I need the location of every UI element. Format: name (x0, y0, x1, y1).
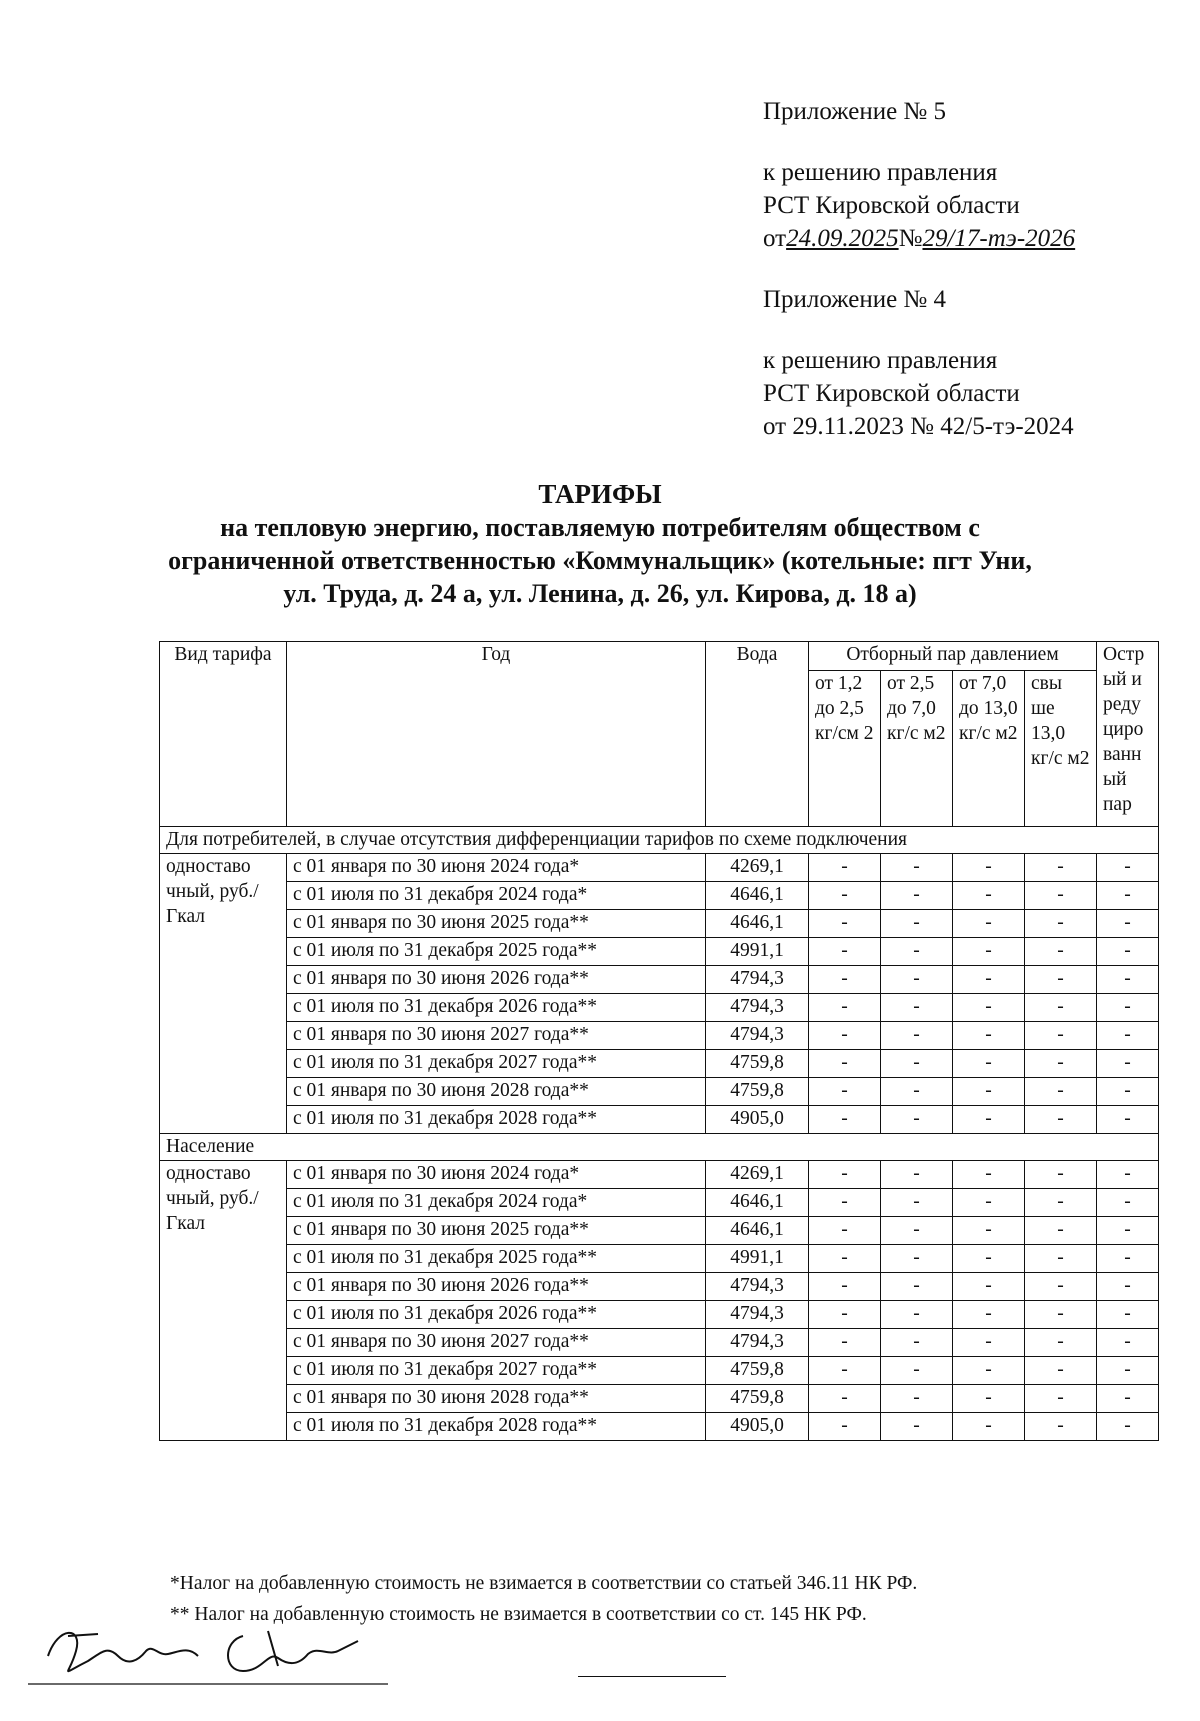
water-value-cell: 4646,1 (706, 910, 809, 938)
empty-value-cell: - (881, 1106, 953, 1134)
empty-value-cell: - (809, 938, 881, 966)
empty-value-cell: - (809, 1245, 881, 1273)
empty-value-cell: - (953, 882, 1025, 910)
water-value-cell: 4794,3 (706, 1022, 809, 1050)
empty-value-cell: - (1025, 966, 1097, 994)
handwritten-signature (28, 1616, 388, 1686)
water-value-cell: 4759,8 (706, 1357, 809, 1385)
table-row (160, 1078, 1159, 1106)
empty-value-cell: - (1025, 1301, 1097, 1329)
header-water: Вода (706, 642, 809, 827)
handwritten-number: 29/17-тэ-2026 (922, 225, 1076, 252)
table-row (160, 1189, 1159, 1217)
empty-value-cell: - (1097, 1245, 1159, 1273)
tariff-table (159, 641, 1159, 1441)
population-tariff-type-cell: одноставо чный, руб./Гкал (160, 1161, 287, 1441)
water-value-cell: 4991,1 (706, 938, 809, 966)
empty-value-cell: - (953, 1106, 1025, 1134)
empty-value-cell: - (953, 1413, 1025, 1441)
appendix-5-title: Приложение № 5 (763, 98, 947, 125)
empty-value-cell: - (1025, 1189, 1097, 1217)
period-cell: с 01 января по 30 июня 2028 года** (287, 1078, 706, 1106)
empty-value-cell: - (1097, 1106, 1159, 1134)
empty-value-cell: - (953, 938, 1025, 966)
header-pressure-2: от 2,5 до 7,0 кг/с м2 (881, 671, 953, 827)
empty-value-cell: - (881, 854, 953, 882)
empty-value-cell: - (809, 1301, 881, 1329)
table-row (160, 1301, 1159, 1329)
water-value-cell: 4759,8 (706, 1050, 809, 1078)
period-cell: с 01 января по 30 июня 2025 года** (287, 910, 706, 938)
empty-value-cell: - (881, 1357, 953, 1385)
header-pressure-4: свы ше 13,0 кг/с м2 (1025, 671, 1097, 827)
empty-value-cell: - (1025, 994, 1097, 1022)
document-heading (100, 478, 1100, 610)
water-value-cell: 4646,1 (706, 1217, 809, 1245)
empty-value-cell: - (953, 1329, 1025, 1357)
empty-value-cell: - (1025, 938, 1097, 966)
table-row (160, 1413, 1159, 1441)
empty-value-cell: - (809, 1106, 881, 1134)
appendix-4-date-line: от 29.11.2023 № 42/5-тэ-2024 (763, 413, 1074, 440)
empty-value-cell: - (953, 1245, 1025, 1273)
empty-value-cell: - (1097, 1022, 1159, 1050)
empty-value-cell: - (953, 994, 1025, 1022)
table-row (160, 1217, 1159, 1245)
empty-value-cell: - (953, 1161, 1025, 1189)
empty-value-cell: - (1025, 1329, 1097, 1357)
empty-value-cell: - (1097, 994, 1159, 1022)
empty-value-cell: - (953, 1273, 1025, 1301)
table-row (160, 1050, 1159, 1078)
heading-line-2: ограниченной ответственностью «Коммунальщик» (котельные: пгт Уни, (168, 546, 1032, 575)
period-cell: с 01 июля по 31 декабря 2027 года** (287, 1050, 706, 1078)
empty-value-cell: - (953, 966, 1025, 994)
footnote-2: ** Налог на добавленную стоимость не взимается в соответствии со ст. 145 НК РФ. (170, 1604, 867, 1625)
empty-value-cell: - (1097, 966, 1159, 994)
empty-value-cell: - (1025, 1161, 1097, 1189)
table-row (160, 1022, 1159, 1050)
empty-value-cell: - (809, 1189, 881, 1217)
empty-value-cell: - (953, 1078, 1025, 1106)
empty-value-cell: - (881, 1022, 953, 1050)
empty-value-cell: - (1025, 1245, 1097, 1273)
empty-value-cell: - (881, 994, 953, 1022)
table-row (160, 938, 1159, 966)
appendix-5-authority-line: РСТ Кировской области (763, 192, 1020, 219)
empty-value-cell: - (809, 1357, 881, 1385)
period-cell: с 01 января по 30 июня 2027 года** (287, 1329, 706, 1357)
empty-value-cell: - (881, 1413, 953, 1441)
separator-line (578, 1676, 726, 1677)
empty-value-cell: - (881, 1078, 953, 1106)
empty-value-cell: - (1025, 1106, 1097, 1134)
table-row (160, 1245, 1159, 1273)
appendix-5-block (763, 95, 1075, 255)
heading-title: ТАРИФЫ (538, 479, 662, 509)
consumers-tariff-type-cell: одноставо чный, руб./Гкал (160, 854, 287, 1134)
empty-value-cell: - (953, 1301, 1025, 1329)
empty-value-cell: - (1025, 1217, 1097, 1245)
period-cell: с 01 июля по 31 декабря 2026 года** (287, 994, 706, 1022)
empty-value-cell: - (881, 1273, 953, 1301)
section-population-body (160, 1134, 1159, 1441)
empty-value-cell: - (1097, 938, 1159, 966)
water-value-cell: 4269,1 (706, 1161, 809, 1189)
water-value-cell: 4269,1 (706, 854, 809, 882)
water-value-cell: 4794,3 (706, 1301, 809, 1329)
header-pressure-1: от 1,2 до 2,5 кг/см 2 (809, 671, 881, 827)
empty-value-cell: - (1025, 1050, 1097, 1078)
period-cell: с 01 января по 30 июня 2026 года** (287, 966, 706, 994)
table-row (160, 1385, 1159, 1413)
header-steam-group: Отборный пар давлением (809, 642, 1097, 671)
empty-value-cell: - (809, 1385, 881, 1413)
empty-value-cell: - (809, 966, 881, 994)
period-cell: с 01 июля по 31 декабря 2028 года** (287, 1106, 706, 1134)
empty-value-cell: - (953, 1050, 1025, 1078)
empty-value-cell: - (1097, 1329, 1159, 1357)
period-cell: с 01 января по 30 июня 2024 года* (287, 854, 706, 882)
section-consumers-title: Для потребителей, в случае отсутствия дифференциации тарифов по схеме подключения (160, 827, 1159, 854)
empty-value-cell: - (1097, 1189, 1159, 1217)
empty-value-cell: - (1097, 882, 1159, 910)
header-pressure-3: от 7,0 до 13,0 кг/с м2 (953, 671, 1025, 827)
section-consumers-body (160, 827, 1159, 1134)
period-cell: с 01 января по 30 июня 2027 года** (287, 1022, 706, 1050)
empty-value-cell: - (1025, 1413, 1097, 1441)
table-row (160, 1357, 1159, 1385)
empty-value-cell: - (809, 1161, 881, 1189)
empty-value-cell: - (881, 938, 953, 966)
table-row (160, 882, 1159, 910)
table-row (160, 910, 1159, 938)
handwritten-date: 24.09.2025 (786, 225, 899, 252)
footnote-1: *Налог на добавленную стоимость не взимается в соответствии со статьей 346.11 НК РФ. (170, 1573, 918, 1594)
empty-value-cell: - (953, 1357, 1025, 1385)
table-row (160, 1106, 1159, 1134)
period-cell: с 01 июля по 31 декабря 2025 года** (287, 1245, 706, 1273)
empty-value-cell: - (953, 1189, 1025, 1217)
empty-value-cell: - (1025, 1273, 1097, 1301)
empty-value-cell: - (1025, 1357, 1097, 1385)
table-row (160, 854, 1159, 882)
empty-value-cell: - (1097, 1078, 1159, 1106)
empty-value-cell: - (1097, 1050, 1159, 1078)
empty-value-cell: - (953, 910, 1025, 938)
appendix-4-title: Приложение № 4 (763, 286, 947, 313)
empty-value-cell: - (881, 910, 953, 938)
table-row (160, 966, 1159, 994)
period-cell: с 01 января по 30 июня 2026 года** (287, 1273, 706, 1301)
table-row (160, 1161, 1159, 1189)
empty-value-cell: - (1025, 882, 1097, 910)
period-cell: с 01 июля по 31 декабря 2026 года** (287, 1301, 706, 1329)
empty-value-cell: - (809, 1413, 881, 1441)
empty-value-cell: - (1025, 854, 1097, 882)
empty-value-cell: - (809, 1050, 881, 1078)
empty-value-cell: - (1025, 910, 1097, 938)
appendix-5-decision-line: к решению правления (763, 159, 998, 186)
empty-value-cell: - (1025, 1078, 1097, 1106)
period-cell: с 01 января по 30 июня 2025 года** (287, 1217, 706, 1245)
section-population-title: Население (160, 1134, 1159, 1161)
period-cell: с 01 июля по 31 декабря 2028 года** (287, 1413, 706, 1441)
empty-value-cell: - (809, 882, 881, 910)
empty-value-cell: - (809, 1273, 881, 1301)
table-row (160, 1273, 1159, 1301)
empty-value-cell: - (1097, 1301, 1159, 1329)
empty-value-cell: - (1097, 910, 1159, 938)
empty-value-cell: - (881, 966, 953, 994)
empty-value-cell: - (953, 1022, 1025, 1050)
heading-line-1: на тепловую энергию, поставляемую потребителям обществом с (220, 513, 980, 542)
empty-value-cell: - (1025, 1022, 1097, 1050)
water-value-cell: 4794,3 (706, 994, 809, 1022)
appendix-4-block (763, 283, 1074, 443)
period-cell: с 01 июля по 31 декабря 2025 года** (287, 938, 706, 966)
empty-value-cell: - (881, 1245, 953, 1273)
empty-value-cell: - (881, 1050, 953, 1078)
empty-value-cell: - (809, 854, 881, 882)
period-cell: с 01 января по 30 июня 2028 года** (287, 1385, 706, 1413)
empty-value-cell: - (881, 1217, 953, 1245)
empty-value-cell: - (881, 1161, 953, 1189)
period-cell: с 01 июля по 31 декабря 2024 года* (287, 882, 706, 910)
header-tariff-type: Вид тарифа (160, 642, 287, 827)
appendix-5-date-line: от24.09.2025№29/17-тэ-2026 (763, 225, 1076, 252)
empty-value-cell: - (809, 994, 881, 1022)
water-value-cell: 4905,0 (706, 1413, 809, 1441)
empty-value-cell: - (881, 1301, 953, 1329)
water-value-cell: 4646,1 (706, 882, 809, 910)
empty-value-cell: - (809, 1022, 881, 1050)
water-value-cell: 4991,1 (706, 1245, 809, 1273)
heading-line-3: ул. Труда, д. 24 а, ул. Ленина, д. 26, ул. Кирова, д. 18 а) (283, 579, 917, 608)
empty-value-cell: - (881, 1189, 953, 1217)
empty-value-cell: - (809, 1217, 881, 1245)
empty-value-cell: - (1097, 1385, 1159, 1413)
empty-value-cell: - (953, 854, 1025, 882)
water-value-cell: 4794,3 (706, 1273, 809, 1301)
water-value-cell: 4759,8 (706, 1078, 809, 1106)
header-sharp-steam: Остр ый и реду циро ванн ый пар (1097, 642, 1159, 827)
empty-value-cell: - (1097, 854, 1159, 882)
empty-value-cell: - (881, 1329, 953, 1357)
period-cell: с 01 июля по 31 декабря 2024 года* (287, 1189, 706, 1217)
empty-value-cell: - (881, 1385, 953, 1413)
water-value-cell: 4759,8 (706, 1385, 809, 1413)
water-value-cell: 4794,3 (706, 1329, 809, 1357)
empty-value-cell: - (809, 910, 881, 938)
empty-value-cell: - (953, 1217, 1025, 1245)
empty-value-cell: - (1097, 1413, 1159, 1441)
empty-value-cell: - (1025, 1385, 1097, 1413)
empty-value-cell: - (881, 882, 953, 910)
period-cell: с 01 июля по 31 декабря 2027 года** (287, 1357, 706, 1385)
appendix-4-authority-line: РСТ Кировской области (763, 380, 1020, 407)
water-value-cell: 4646,1 (706, 1189, 809, 1217)
empty-value-cell: - (1097, 1161, 1159, 1189)
table-row (160, 994, 1159, 1022)
empty-value-cell: - (1097, 1217, 1159, 1245)
table-row (160, 1329, 1159, 1357)
empty-value-cell: - (1097, 1273, 1159, 1301)
empty-value-cell: - (809, 1078, 881, 1106)
empty-value-cell: - (809, 1329, 881, 1357)
water-value-cell: 4905,0 (706, 1106, 809, 1134)
empty-value-cell: - (953, 1385, 1025, 1413)
appendix-4-decision-line: к решению правления (763, 347, 998, 374)
period-cell: с 01 января по 30 июня 2024 года* (287, 1161, 706, 1189)
header-year: Год (287, 642, 706, 827)
empty-value-cell: - (1097, 1357, 1159, 1385)
water-value-cell: 4794,3 (706, 966, 809, 994)
